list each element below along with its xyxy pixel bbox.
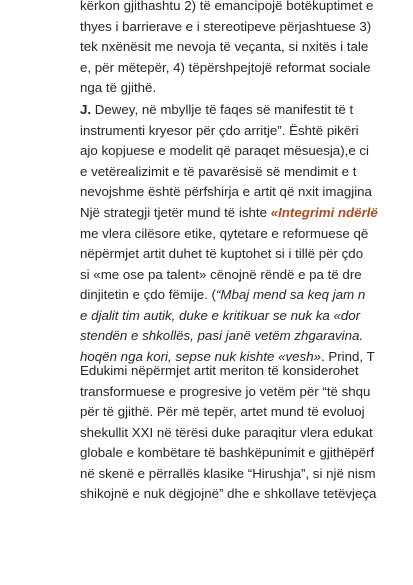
text-line: në skenë e përrallës klasike “Hirushja”, si një nism [80,465,376,481]
text-line [80,100,413,121]
text-line: e vetërealizimit e të pavarësisë së mendimit e t [80,163,357,179]
text-line: instrumenti kryesor për çdo arritje”. Është pikëri [80,122,359,138]
text-fragment: Një strategji tjetër mund të ishte [80,205,271,220]
text-line [80,203,413,224]
text-line: e, për mëtepër, 4) tëpërshpejtojë reformat sociale [80,59,371,75]
quote-fragment: hoqën nga kori, sepse nuk kishte «vesh» [80,348,321,364]
text-fragment: dinjitetin e çdo fëmije. ( [80,287,216,302]
quote-line: e djalit tim autik, duke e kritikuar se nuk ka «dor [80,307,361,323]
text-line: nevojshme është përfshirja e artit që nxit imagjina [80,184,372,199]
text-line: me vlera cilësore etike, qytetare e reformuese që [80,225,369,241]
text-line: transformuese e progresive jo vetëm për “të shqu [80,383,371,399]
paragraph-4 [80,361,413,505]
quote-fragment: “Mbaj mend sa keq jam n [216,287,366,302]
text-fragment: Dewey, në mbyllje të faqes së manifestit të t [91,102,354,117]
text-line: thyes i barrierave e i stereotipeve përjashtuese 3) [80,18,372,34]
text-line: Edukimi nëpërmjet artit meriton të konsiderohet [80,363,359,378]
text-line: kërkon gjithashtu 2) të emancipojë botëkuptimet e [80,0,374,13]
text-line: nëpërmjet artit duhet të kuptohet si i tillë për çdo [80,246,364,261]
text-line: tek nxënësit me nevoja të veçanta, si nxitës i tale [80,39,369,54]
text-line: si «me ose pa talent» cënojnë rëndë e pa të dre [80,266,362,282]
text-line: shekullit XXI në tërësi duke paraqitur vlera edukat [80,424,373,440]
paragraph-2 [80,100,413,203]
text-line: për të gjithë. Për më tepër, artet mund të evoluoj [80,404,365,419]
paragraph-3 [80,203,413,367]
text-fragment: . Prind, T [320,348,375,364]
paragraph-1 [80,0,413,99]
text-line: ajo kopjuese e modelit që paraqet mësuesja),e ci [80,143,370,158]
text-line: shikojnë e nuk dëgjojnë” dhe e shkollave tetëvjeça [80,486,377,501]
emphasis-term: «Integrimi ndërlë [270,205,378,220]
text-line: globale e kombëtare të bashkëpunimit e gjithëpërf [80,445,375,460]
quote-line: stendën e shkollës, pasi janë vetëm zhgaravina. [80,328,364,343]
text-line [80,285,413,306]
author-initial: J. [80,102,92,117]
text-line: nga të gjithë. [80,80,157,95]
